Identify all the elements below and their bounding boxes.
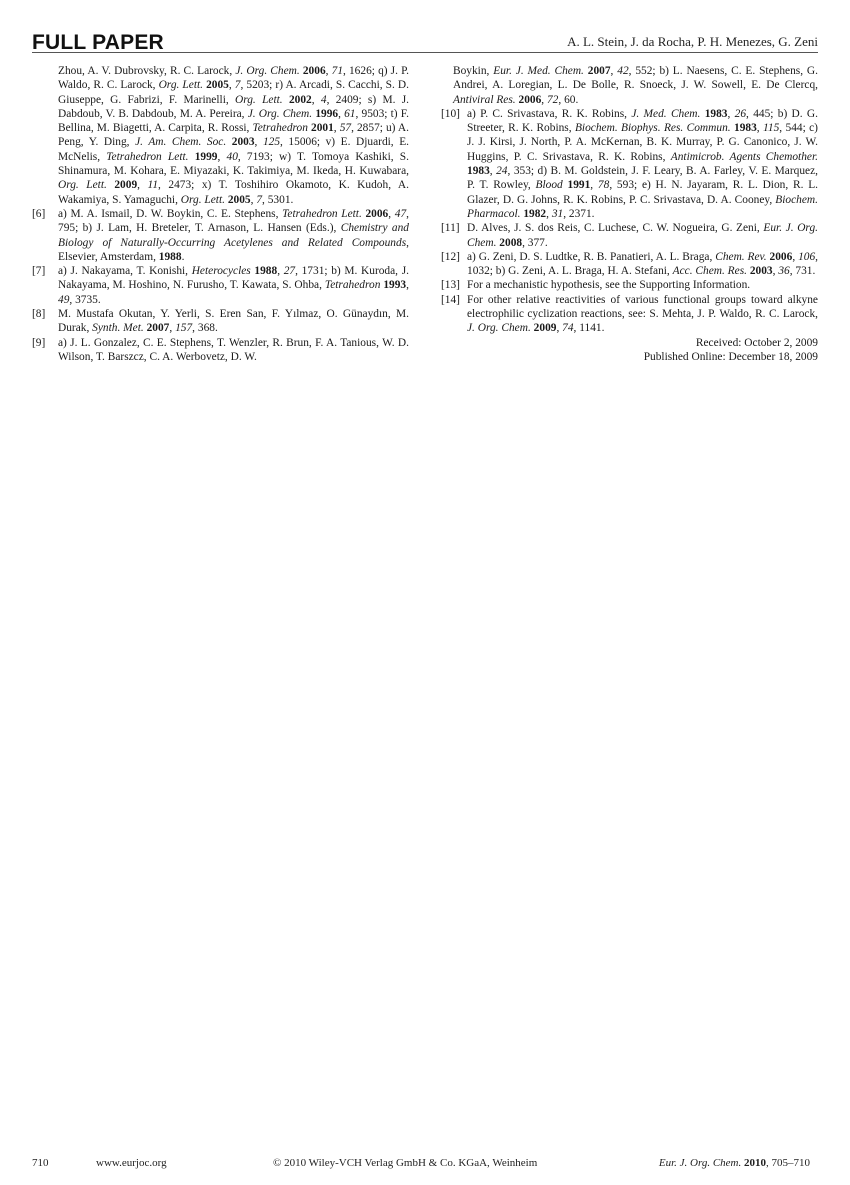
text-run: , xyxy=(338,107,345,120)
text-run: , 1731; b) M. Kuroda, J. Nakayama, M. Hoshino, N. Furusho, T. Kawata, S. Ohba, xyxy=(58,265,409,292)
text-run: , xyxy=(772,265,779,278)
bold-text: 1983 xyxy=(734,122,757,135)
text-run: , 593; e) H. N. Jayaram, R. L. Dion, R. L. Glazer, D. G. Johns, R. K. Robins, P. C. Srivastava, D. A. Cooney, xyxy=(467,179,818,206)
text-run: , xyxy=(590,179,598,192)
italic-text: Tetrahedron Lett. xyxy=(282,207,362,220)
italic-text: 7 xyxy=(256,193,263,206)
bold-text: 2009 xyxy=(114,179,138,192)
text-run: , 15006; v) E. Djuardi, E. McNelis, xyxy=(58,136,409,163)
reference-entry xyxy=(32,264,409,307)
italic-text: Biochem. Biophys. Res. Commun. xyxy=(574,122,731,135)
bold-text: 2006 xyxy=(769,250,793,263)
left-reference-list xyxy=(32,207,409,364)
italic-text: 125 xyxy=(262,136,281,149)
text-run: . xyxy=(181,250,185,263)
italic-text: Tetrahedron Lett. xyxy=(106,150,189,163)
text-run: , xyxy=(727,107,735,120)
text-run: , 705–710 xyxy=(766,1157,810,1169)
text-run: , 1141. xyxy=(573,322,605,335)
text-run: , 5301. xyxy=(262,193,294,206)
text-run: , 731. xyxy=(789,265,816,278)
text-run: Boykin, xyxy=(453,65,494,77)
journal-citation xyxy=(659,1157,810,1169)
reference-number: [10] xyxy=(441,107,460,120)
bold-text: 2009 xyxy=(533,322,557,335)
text-run: , xyxy=(406,279,409,292)
text-run: D. Alves, J. S. dos Reis, C. Luchese, C. W. Nogueira, G. Zeni, xyxy=(467,222,764,235)
text-run: , 2371. xyxy=(563,207,595,220)
italic-text: Blood xyxy=(535,179,563,192)
italic-text: 31 xyxy=(551,207,564,220)
journal-section-title: FULL PAPER xyxy=(32,31,164,54)
reference-entry xyxy=(441,278,818,292)
italic-text: Eur. J. Org. Chem. xyxy=(467,222,818,249)
text-run: , 3735. xyxy=(69,293,101,306)
bold-text: 2006 xyxy=(365,207,389,220)
text-run: , 1032; b) G. Zeni, A. L. Braga, H. A. Stefani, xyxy=(467,250,819,278)
right-reference-list xyxy=(441,107,818,336)
journal-url[interactable]: www.eurjoc.org xyxy=(96,1157,167,1169)
italic-text: J. Am. Chem. Soc. xyxy=(135,136,227,149)
italic-text: 36 xyxy=(778,265,790,278)
italic-text: 72 xyxy=(546,93,559,106)
text-run: , 445; b) D. G. Streeter, R. K. Robins, xyxy=(467,107,819,135)
bold-text: 2003 xyxy=(749,265,773,278)
italic-text: Org. Lett. xyxy=(180,193,225,206)
bold-text: 1993 xyxy=(383,279,407,292)
italic-text: Biochem. Pharmacol. xyxy=(467,193,818,220)
text-run: , xyxy=(556,322,563,335)
italic-text: Synth. Met. xyxy=(92,322,144,335)
bold-text: 2010 xyxy=(744,1157,766,1169)
text-run: , xyxy=(333,122,340,135)
text-run: For a mechanistic hypothesis, see the Supporting Information. xyxy=(467,279,751,292)
italic-text: 4 xyxy=(320,93,327,106)
italic-text: 61 xyxy=(344,107,356,120)
italic-text: 71 xyxy=(331,65,344,77)
text-run: , 2473; x) T. Toshihiro Okamoto, K. Kudoh, A. Wakamiya, S. Yamaguchi, xyxy=(58,179,409,206)
text-run: , xyxy=(792,250,799,263)
bold-text: 2007 xyxy=(146,322,170,335)
text-run: , 7193; w) T. Tomoya Kashiki, S. Shinamura, M. Kohara, E. Miyazaki, K. Takimiya, M. Ikeda, H. Kuwabara, xyxy=(58,150,409,178)
italic-text: 27 xyxy=(283,265,296,278)
text-run: , xyxy=(250,193,257,206)
reference-entry xyxy=(441,293,818,336)
reference-number: [8] xyxy=(32,308,46,321)
italic-text: 115 xyxy=(763,122,780,135)
bold-text: 2005 xyxy=(206,79,229,92)
text-run: a) M. A. Ismail, D. W. Boykin, C. E. Stephens, xyxy=(58,207,283,220)
reference-number: [7] xyxy=(32,265,46,278)
text-run: , 544; c) J. J. Kirsi, J. North, P. A. McKernan, B. K. Murray, P. G. Canonico, J. W. Huggins, P. C. Srivastava, R. K. Robins, xyxy=(467,122,818,163)
text-run: , xyxy=(541,93,547,106)
reference-number: [6] xyxy=(32,207,46,220)
text-run: , xyxy=(546,207,552,220)
bold-text: 1991 xyxy=(567,179,591,192)
received-date: Received: October 2, 2009 xyxy=(695,336,818,349)
bold-text: 1996 xyxy=(315,107,339,120)
text-run: , xyxy=(254,136,263,149)
italic-text: 24 xyxy=(496,165,508,178)
text-run: , xyxy=(388,207,395,220)
italic-text: 74 xyxy=(562,322,574,335)
reference-entry xyxy=(32,336,409,365)
bold-text: 1988 xyxy=(254,265,278,278)
text-run: , xyxy=(756,122,764,135)
italic-text: 49 xyxy=(58,293,70,306)
italic-text: 157 xyxy=(175,322,193,335)
italic-text: J. Org. Chem. xyxy=(247,107,313,120)
bold-text: 1999 xyxy=(194,150,218,163)
text-run: , 353; d) B. M. Goldstein, J. F. Leary, B. A. Farley, V. E. Marquez, P. T. Rowley, xyxy=(467,165,819,192)
reference-number: [14] xyxy=(441,293,460,306)
reference-number: [11] xyxy=(441,222,460,235)
reference-number: [13] xyxy=(441,279,460,292)
italic-text: Tetrahedron xyxy=(252,122,308,135)
bold-text: 1983 xyxy=(467,165,490,178)
text-run: , 1626; q) J. P. Waldo, R. C. Larock, xyxy=(58,65,410,92)
bold-text: 1983 xyxy=(704,107,728,120)
text-run: For other relative reactivities of various functional groups toward alkyne electrophilic cyclization reactions, see: S. Mehta, J. P. Waldo, R. C. Larock, xyxy=(467,293,818,321)
italic-text: 42 xyxy=(617,65,629,77)
running-head-authors: A. L. Stein, J. da Rocha, P. H. Menezes, G. Zeni xyxy=(567,34,818,49)
text-run: , xyxy=(311,93,321,106)
text-run: , 2409; s) M. J. Dabdoub, V. B. Dabdoub, M. A. Pereira, xyxy=(58,93,409,120)
italic-text: Eur. J. Org. Chem. xyxy=(658,1157,742,1169)
italic-text: Org. Lett. xyxy=(58,179,107,192)
italic-text: 57 xyxy=(339,122,352,135)
text-run: a) G. Zeni, D. S. Ludtke, R. B. Panatieri, A. L. Braga, xyxy=(467,250,716,263)
text-run: , 5203; r) A. Arcadi, S. Cacchi, S. D. Giuseppe, G. Fabrizi, F. Marinelli, xyxy=(58,79,409,106)
italic-text: Chem. Rev. xyxy=(715,250,767,263)
italic-text: Antiviral Res. xyxy=(453,93,516,106)
italic-text: Acc. Chem. Res. xyxy=(672,265,747,278)
italic-text: 47 xyxy=(394,207,407,220)
italic-text: Antimicrob. Agents Chemother. xyxy=(670,150,818,163)
text-run: , xyxy=(137,179,148,192)
reference-entry xyxy=(32,207,409,264)
text-run: , 2857; u) A. Peng, Y. Ding, xyxy=(58,122,409,149)
text-run: , 795; b) J. Lam, H. Breteler, T. Arnason, L. Hansen (Eds.), xyxy=(58,207,409,235)
left-column xyxy=(32,64,409,364)
italic-text: Heterocycles xyxy=(191,265,251,278)
header-rule xyxy=(32,52,818,53)
text-run: , xyxy=(228,79,235,92)
text-run: , xyxy=(489,165,497,178)
reference-number: [12] xyxy=(441,250,460,263)
reference-continuation xyxy=(32,64,409,207)
reference-entry xyxy=(32,307,409,336)
italic-text: 106 xyxy=(798,250,816,263)
italic-text: J. Org. Chem. xyxy=(235,65,300,77)
bold-text: 2008 xyxy=(499,236,523,249)
text-run: M. Mustafa Okutan, Y. Yerli, S. Eren San, F. Yılmaz, O. Günaydın, M. Durak, xyxy=(58,308,409,335)
text-run: a) P. C. Srivastava, R. K. Robins, xyxy=(467,107,632,120)
text-run: , xyxy=(169,322,176,335)
italic-text: J. Med. Chem. xyxy=(631,107,701,120)
text-run: , 9503; t) F. Bellina, M. Biagetti, A. Carpita, R. Rossi, xyxy=(58,107,409,135)
italic-text: Tetrahedron xyxy=(324,279,381,292)
reference-continuation xyxy=(441,64,818,107)
bold-text: 2001 xyxy=(311,122,334,135)
bold-text: 2003 xyxy=(231,136,255,149)
bold-text: 2006 xyxy=(518,93,542,106)
reference-entry xyxy=(441,107,818,221)
text-run: , xyxy=(610,65,618,77)
bold-text: 1982 xyxy=(523,207,547,220)
italic-text: J. Org. Chem. xyxy=(467,322,531,335)
text-run: , xyxy=(325,65,332,77)
text-run: , 368. xyxy=(192,322,218,335)
copyright-notice: © 2010 Wiley-VCH Verlag GmbH & Co. KGaA, Weinheim xyxy=(273,1157,538,1169)
italic-text: Chemistry and Biology of Naturally-Occurring Acetylenes and Related Compounds xyxy=(58,222,409,249)
italic-text: Org. Lett. xyxy=(158,79,203,92)
text-run: , Elsevier, Amsterdam, xyxy=(58,236,409,263)
bold-text: 2002 xyxy=(288,93,312,106)
reference-number: [9] xyxy=(32,336,46,349)
text-run: Zhou, A. V. Dubrovsky, R. C. Larock, xyxy=(58,65,236,77)
italic-text: Eur. J. Med. Chem. xyxy=(493,65,584,77)
bold-text: 2005 xyxy=(227,193,251,206)
italic-text: 11 xyxy=(147,179,159,192)
italic-text: 78 xyxy=(597,179,610,192)
italic-text: 7 xyxy=(234,79,241,92)
bold-text: 2007 xyxy=(587,65,611,77)
text-run: a) J. Nakayama, T. Konishi, xyxy=(58,265,192,278)
text-run: a) J. L. Gonzalez, C. E. Stephens, T. Wenzler, R. Brun, F. A. Tanious, W. D. Wilson, T. Barszcz, C. A. Werbovetz, D. W. xyxy=(58,336,409,363)
reference-entry xyxy=(441,221,818,250)
reference-entry xyxy=(441,250,818,279)
italic-text: 26 xyxy=(734,107,747,120)
italic-text: 40 xyxy=(226,150,238,163)
text-run: , xyxy=(217,150,227,163)
text-run: , 377. xyxy=(522,236,548,249)
text-run: , xyxy=(277,265,284,278)
right-column xyxy=(441,64,818,364)
published-date: Published Online: December 18, 2009 xyxy=(643,350,818,363)
page-number: 710 xyxy=(32,1157,49,1169)
bold-text: 1988 xyxy=(158,250,182,263)
text-run: , 552; b) L. Naesens, C. E. Stephens, G. Andrei, A. Loregian, L. De Bolle, R. Snoeck, J. W. Sowell, E. De Clercq, xyxy=(453,65,818,92)
italic-text: Org. Lett. xyxy=(235,93,283,106)
text-run: , 60. xyxy=(558,93,579,106)
bold-text: 2006 xyxy=(302,65,326,77)
